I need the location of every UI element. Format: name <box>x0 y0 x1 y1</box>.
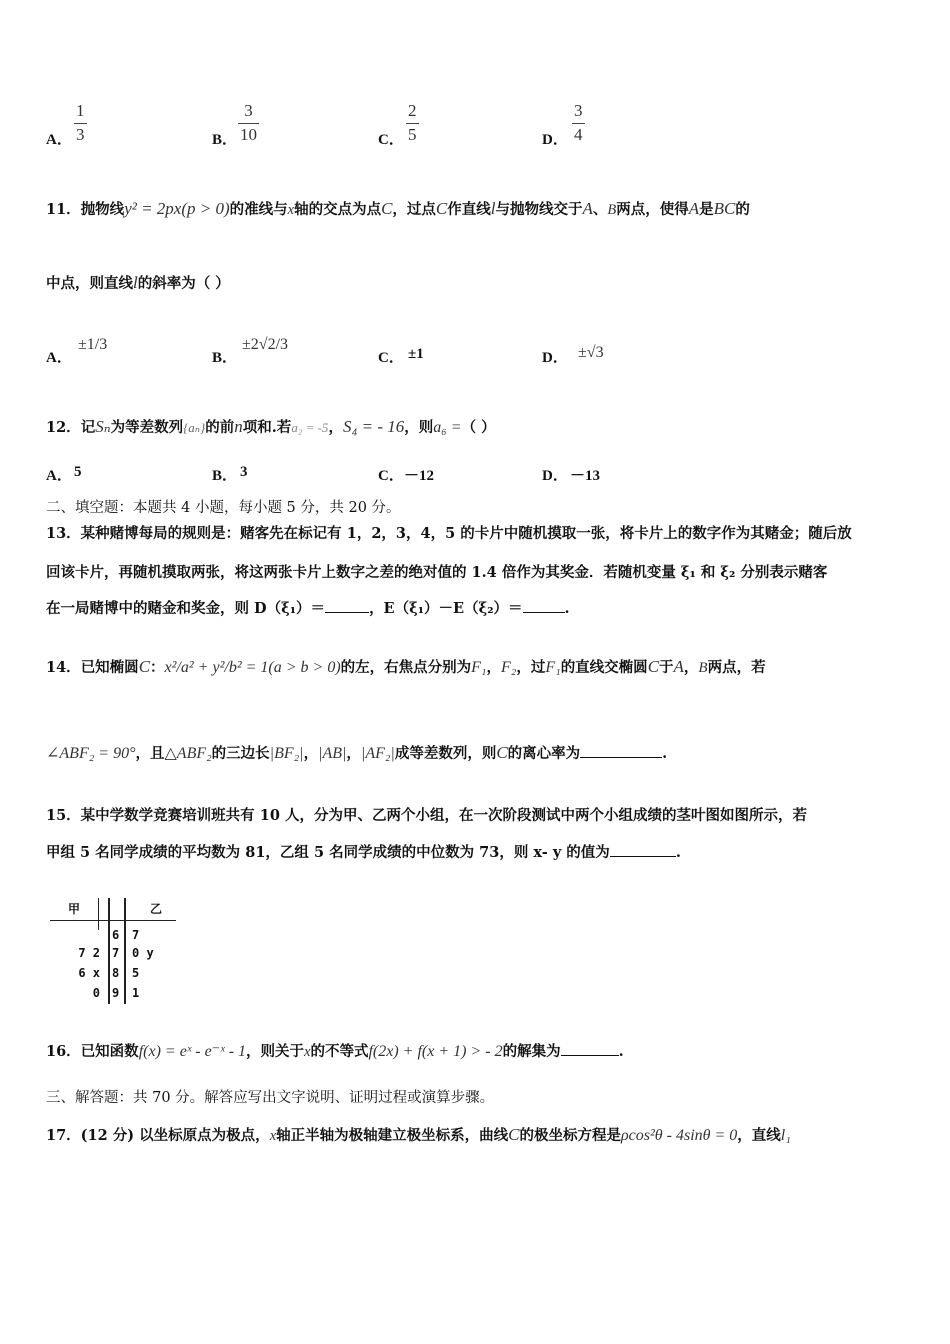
q10-option-b-fraction: $\frac{3}{10}$ <box>240 101 257 144</box>
stem-leaf-plot <box>46 898 182 1008</box>
q11-option-a-value: ±1/3 <box>78 336 108 353</box>
q10-option-a-label: A． <box>46 132 72 148</box>
q12-option-d-label: D． <box>542 468 568 484</box>
stem-leaf-divider-right <box>124 898 126 1004</box>
q11-option-d-value: ±√3 <box>578 344 604 361</box>
q15-line2: 甲组 5 名同学成绩的平均数为 81，乙组 5 名同学成绩的中位数为 73，则 x- y 的值为 . <box>46 844 681 861</box>
q12-option-c-label: C． <box>378 468 404 484</box>
stem-leaf-right-header: 乙 <box>150 902 163 916</box>
q11-option-b-label: B． <box>212 350 238 366</box>
stem-leaf-left-leaves: 6 x <box>78 966 100 980</box>
q12-option-a-label: A． <box>46 468 72 484</box>
q12-option-c-value: －12 <box>404 468 435 484</box>
q11-option-c-label: C． <box>378 350 404 366</box>
q12-option-b-label: B． <box>212 468 238 484</box>
stem-leaf-left-leaves: 7 2 <box>78 946 100 960</box>
q13-blank-2[interactable] <box>523 598 565 613</box>
section-2-heading: 二、填空题：本题共 4 小题，每小题 5 分，共 20 分。 <box>46 500 401 516</box>
q16-blank[interactable] <box>561 1041 619 1056</box>
q10-option-d-label: D． <box>542 132 568 148</box>
q17-line1: 17．(12 分) 以坐标原点为极点，x轴正半轴为极轴建立极坐标系，曲线C的极坐标方程是ρcos²θ - 4sinθ = 0，直线l₁ <box>46 1125 791 1144</box>
q15-blank[interactable] <box>610 842 676 857</box>
section-3-heading: 三、解答题：共 70 分。解答应写出文字说明、证明过程或演算步骤。 <box>46 1090 495 1106</box>
q11-option-b-value: ±2√2/3 <box>242 336 289 353</box>
stem-leaf-left-header: 甲 <box>68 902 81 916</box>
q11-option-a-label: A． <box>46 350 72 366</box>
q10-option-d-fraction: $\frac{3}{4}$ <box>574 101 583 144</box>
stem-leaf-stem: 6 <box>112 928 120 942</box>
q14-blank[interactable] <box>580 743 662 758</box>
stem-leaf-right-leaves: 5 <box>132 966 140 980</box>
stem-leaf-right-leaves: 1 <box>132 986 140 1000</box>
q16-line: 16．已知函数f(x) = eˣ - e⁻ˣ - 1，则关于x的不等式f(2x) + f(x + 1) > - 2的解集为 . <box>46 1043 624 1060</box>
stem-leaf-right-leaves: 7 <box>132 928 140 942</box>
stem-leaf-stem: 8 <box>112 966 120 980</box>
q14-line1: 14．已知椭圆C：x²/a² + y²/b² = 1(a > b > 0)的左，右焦点分别为F₁，F₂，过F₁的直线交椭圆C于A，B两点，若 <box>46 657 766 676</box>
stem-leaf-divider-left <box>108 898 110 1004</box>
q12-option-b-value: 3 <box>240 464 248 480</box>
stem-leaf-stem: 9 <box>112 986 120 1000</box>
stem-leaf-right-leaves: 0 y <box>132 946 154 960</box>
q13-line3: 在一局赌博中的赌金和奖金，则 D（ξ₁）＝ ，E（ξ₁）－E（ξ₂）＝ . <box>46 600 570 617</box>
q15-line1: 15．某中学数学竞赛培训班共有 10 人，分为甲、乙两个小组，在一次阶段测试中两个小组成绩的茎叶图如图所示，若 <box>46 807 807 824</box>
stem-leaf-header-rule <box>50 920 176 921</box>
q10-option-b-label: B． <box>212 132 238 148</box>
q11-option-d-label: D． <box>542 350 568 366</box>
q12-option-a-value: 5 <box>74 464 82 480</box>
q12-option-d-value: －13 <box>570 468 601 484</box>
q11-option-c-value: ±1 <box>408 346 424 362</box>
q10-option-a-fraction: $\frac{1}{3}$ <box>76 101 85 144</box>
q11-line1: 11．抛物线y² = 2px(p > 0)的准线与x轴的交点为点C，过点C作直线l与抛物线交于A、B两点，使得A是BC的 <box>46 199 750 218</box>
q13-line1: 13．某种赌博每局的规则是：赌客先在标记有 1，2，3，4，5 的卡片中随机摸取一张，将卡片上的数字作为其赌金；随后放 <box>46 525 852 542</box>
q12-line1: 12．记Sₙ为等差数列{aₙ}的前n项和.若a₂ = -5，S₄ = - 16，则a₆ =（ ） <box>46 417 496 436</box>
q14-line2: ∠ABF₂ = 90°，且△ABF₂的三边长|BF₂|，|AB|，|AF₂|成等差数列，则C的离心率为 . <box>46 743 668 762</box>
q13-line2: 回该卡片，再随机摸取两张，将这两张卡片上数字之差的绝对值的 1.4 倍作为其奖金．若随机变量 ξ₁ 和 ξ₂ 分别表示赌客 <box>46 564 828 581</box>
stem-leaf-stem: 7 <box>112 946 120 960</box>
q11-line2: 中点，则直线l的斜率为（ ） <box>46 273 230 292</box>
q10-option-c-fraction: $\frac{2}{5}$ <box>408 101 417 144</box>
q10-option-c-label: C． <box>378 132 404 148</box>
q13-blank-1[interactable] <box>325 598 369 613</box>
stem-leaf-left-leaves: 0 <box>92 986 100 1000</box>
stem-leaf-left-tick <box>98 898 99 930</box>
